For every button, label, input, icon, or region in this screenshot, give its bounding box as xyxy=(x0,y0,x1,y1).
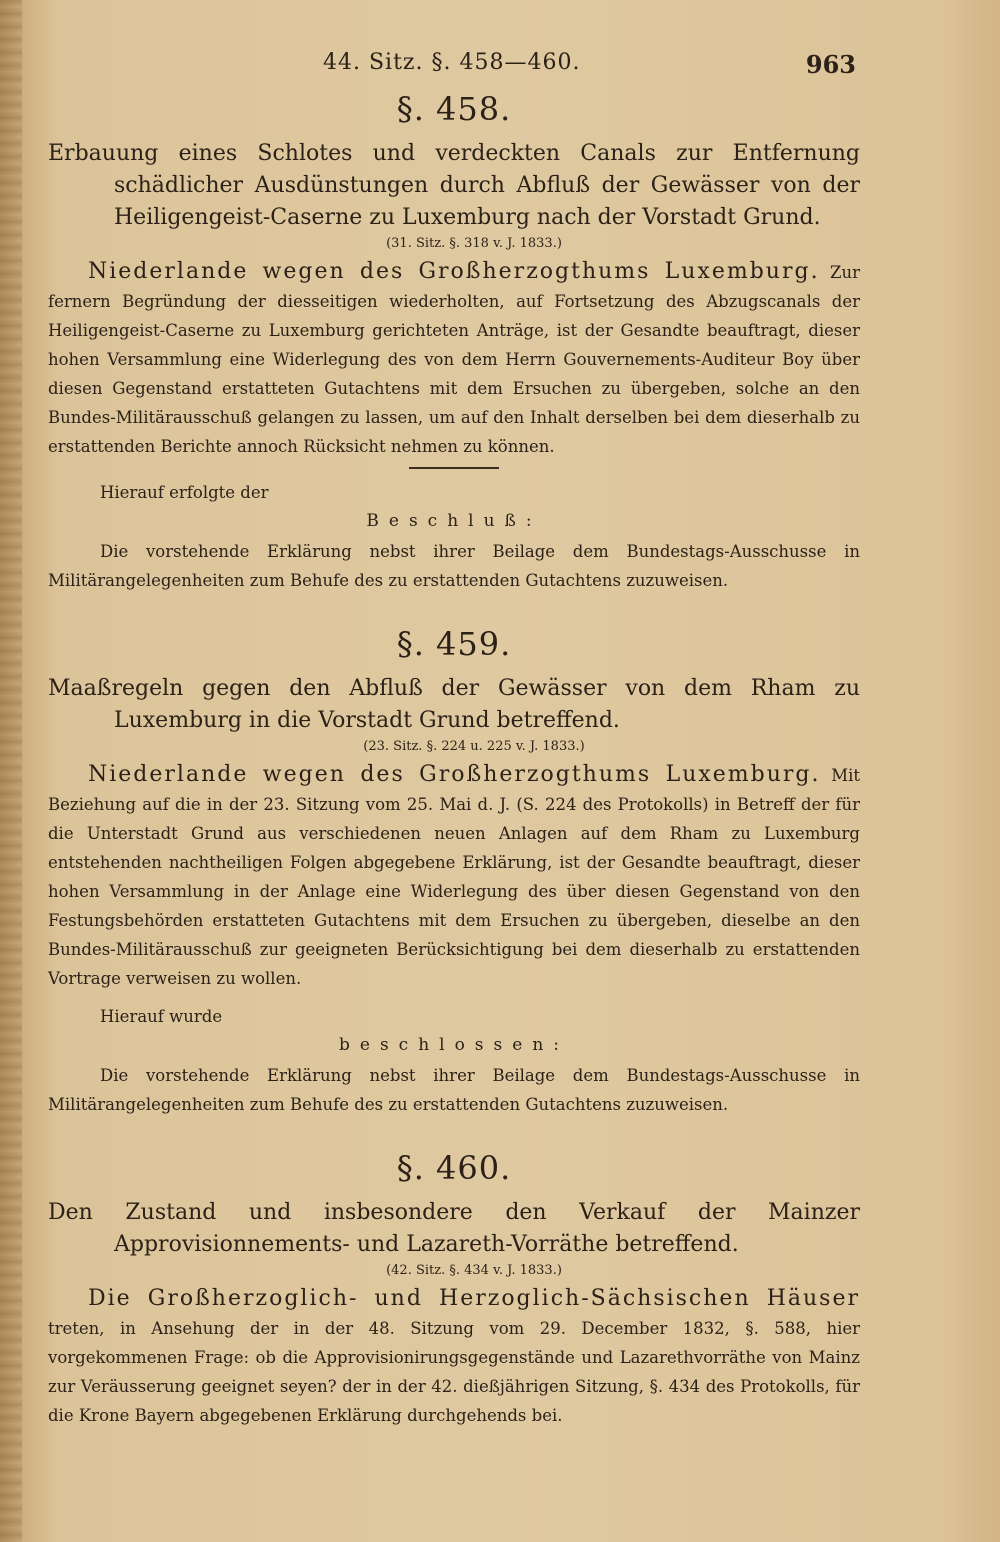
section-text: Zur fernern Begründung der diesseitigen wiederholten, auf Fortsetzung des Abzugscanals der Heiligengeist-Caserne zu Luxemburg gerichteten Anträge, ist der Gesandte beauftragt, dieser hohen Versammlung eine Widerlegung des von dem Herrn Gouvernements-Auditeur Boy über diesen Gegenstand erstatteten Gutachtens mit dem Ersuchen zu übergeben, solche an den Bundes-Militärausschuß gelangen zu lassen, um auf den Inhalt derselben bei dem dieserhalb zu erstattenden Berichte annoch Rücksicht nehmen zu können. xyxy=(48,263,860,456)
section-body xyxy=(48,257,860,461)
content xyxy=(48,40,860,1430)
resolution-intro: Hierauf erfolgte der xyxy=(100,483,269,502)
section-text: treten, in Ansehung der in der 48. Sitzung vom 29. December 1832, §. 588, hier vorgekommenen Frage: ob die Approvisionirungsgegenstände und Lazarethvorräthe von Mainz zur Veräusserung geeignet seyen? der in der 42. dießjährigen Sitzung, §. 434 des Protokolls, für die Krone Bayern abgegebenen Erklärung durchgehends bei. xyxy=(48,1319,860,1425)
section-lead: Die Großherzoglich- und Herzoglich-Sächsischen Häuser xyxy=(88,1286,860,1311)
section-text: Mit Beziehung auf die in der 23. Sitzung vom 25. Mai d. J. (S. 224 des Protokolls) in Betreff der für die Unterstadt Grund aus verschiedenen neuen Anlagen auf dem Rham zu Luxemburg entstehenden nachtheiligen Folgen abgegebene Erklärung, ist der Gesandte beauftragt, dieser hohen Versammlung in der Anlage eine Widerlegung des über diesen Gegenstand von den Festungsbehörden erstatteten Gutachtens mit dem Ersuchen zu übergeben, dieselbe an den Bundes-Militärausschuß zur geeigneten Berücksichtigung bei dem dieserhalb zu erstattenden Vortrage verweisen zu wollen. xyxy=(48,766,860,988)
section-460 xyxy=(48,1149,860,1430)
section-459 xyxy=(48,625,860,1119)
divider-rule xyxy=(409,467,499,469)
resolution-heading: beschlossen: xyxy=(339,1035,569,1055)
section-lead: Niederlande wegen des Großherzogthums Luxemburg. xyxy=(88,259,820,284)
running-head-title: 44. Sitz. §. 458—460. xyxy=(323,50,581,75)
resolution-intro: Hierauf wurde xyxy=(100,1007,223,1026)
section-number: §. 460. xyxy=(396,1149,512,1187)
section-458 xyxy=(48,90,860,595)
section-number: §. 459. xyxy=(396,625,512,663)
section-title: Den Zustand und insbesondere den Verkauf der Mainzer Approvisionnements- und Lazareth-Vorräthe betreffend. xyxy=(48,1200,860,1257)
resolution-text: Die vorstehende Erklärung nebst ihrer Beilage dem Bundestags-Ausschusse in Militärangelegenheiten zum Behufe des zu erstattenden Gutachtens zuzuweisen. xyxy=(48,1066,860,1114)
section-body xyxy=(48,760,860,993)
section-reference: (31. Sitz. §. 318 v. J. 1833.) xyxy=(386,236,562,251)
section-body xyxy=(48,1284,860,1430)
section-reference: (23. Sitz. §. 224 u. 225 v. J. 1833.) xyxy=(363,739,585,754)
running-head xyxy=(48,40,860,84)
section-title: Maaßregeln gegen den Abfluß der Gewässer von dem Rham zu Luxemburg in die Vorstadt Grund betreffend. xyxy=(48,676,860,733)
page-edge xyxy=(0,0,22,1542)
section-reference: (42. Sitz. §. 434 v. J. 1833.) xyxy=(386,1263,562,1278)
section-title: Erbauung eines Schlotes und verdeckten Canals zur Entfernung schädlicher Ausdünstungen durch Abfluß der Gewässer von der Heiligengeist-Caserne zu Luxemburg nach der Vorstadt Grund. xyxy=(48,141,860,230)
resolution-text: Die vorstehende Erklärung nebst ihrer Beilage dem Bundestags-Ausschusse in Militärangelegenheiten zum Behufe des zu erstattenden Gutachtens zuzuweisen. xyxy=(48,542,860,590)
page-number: 963 xyxy=(805,50,856,79)
section-lead: Niederlande wegen des Großherzogthums Luxemburg. xyxy=(88,762,821,787)
section-number: §. 458. xyxy=(396,90,512,128)
resolution-heading: Beschluß: xyxy=(366,511,542,531)
